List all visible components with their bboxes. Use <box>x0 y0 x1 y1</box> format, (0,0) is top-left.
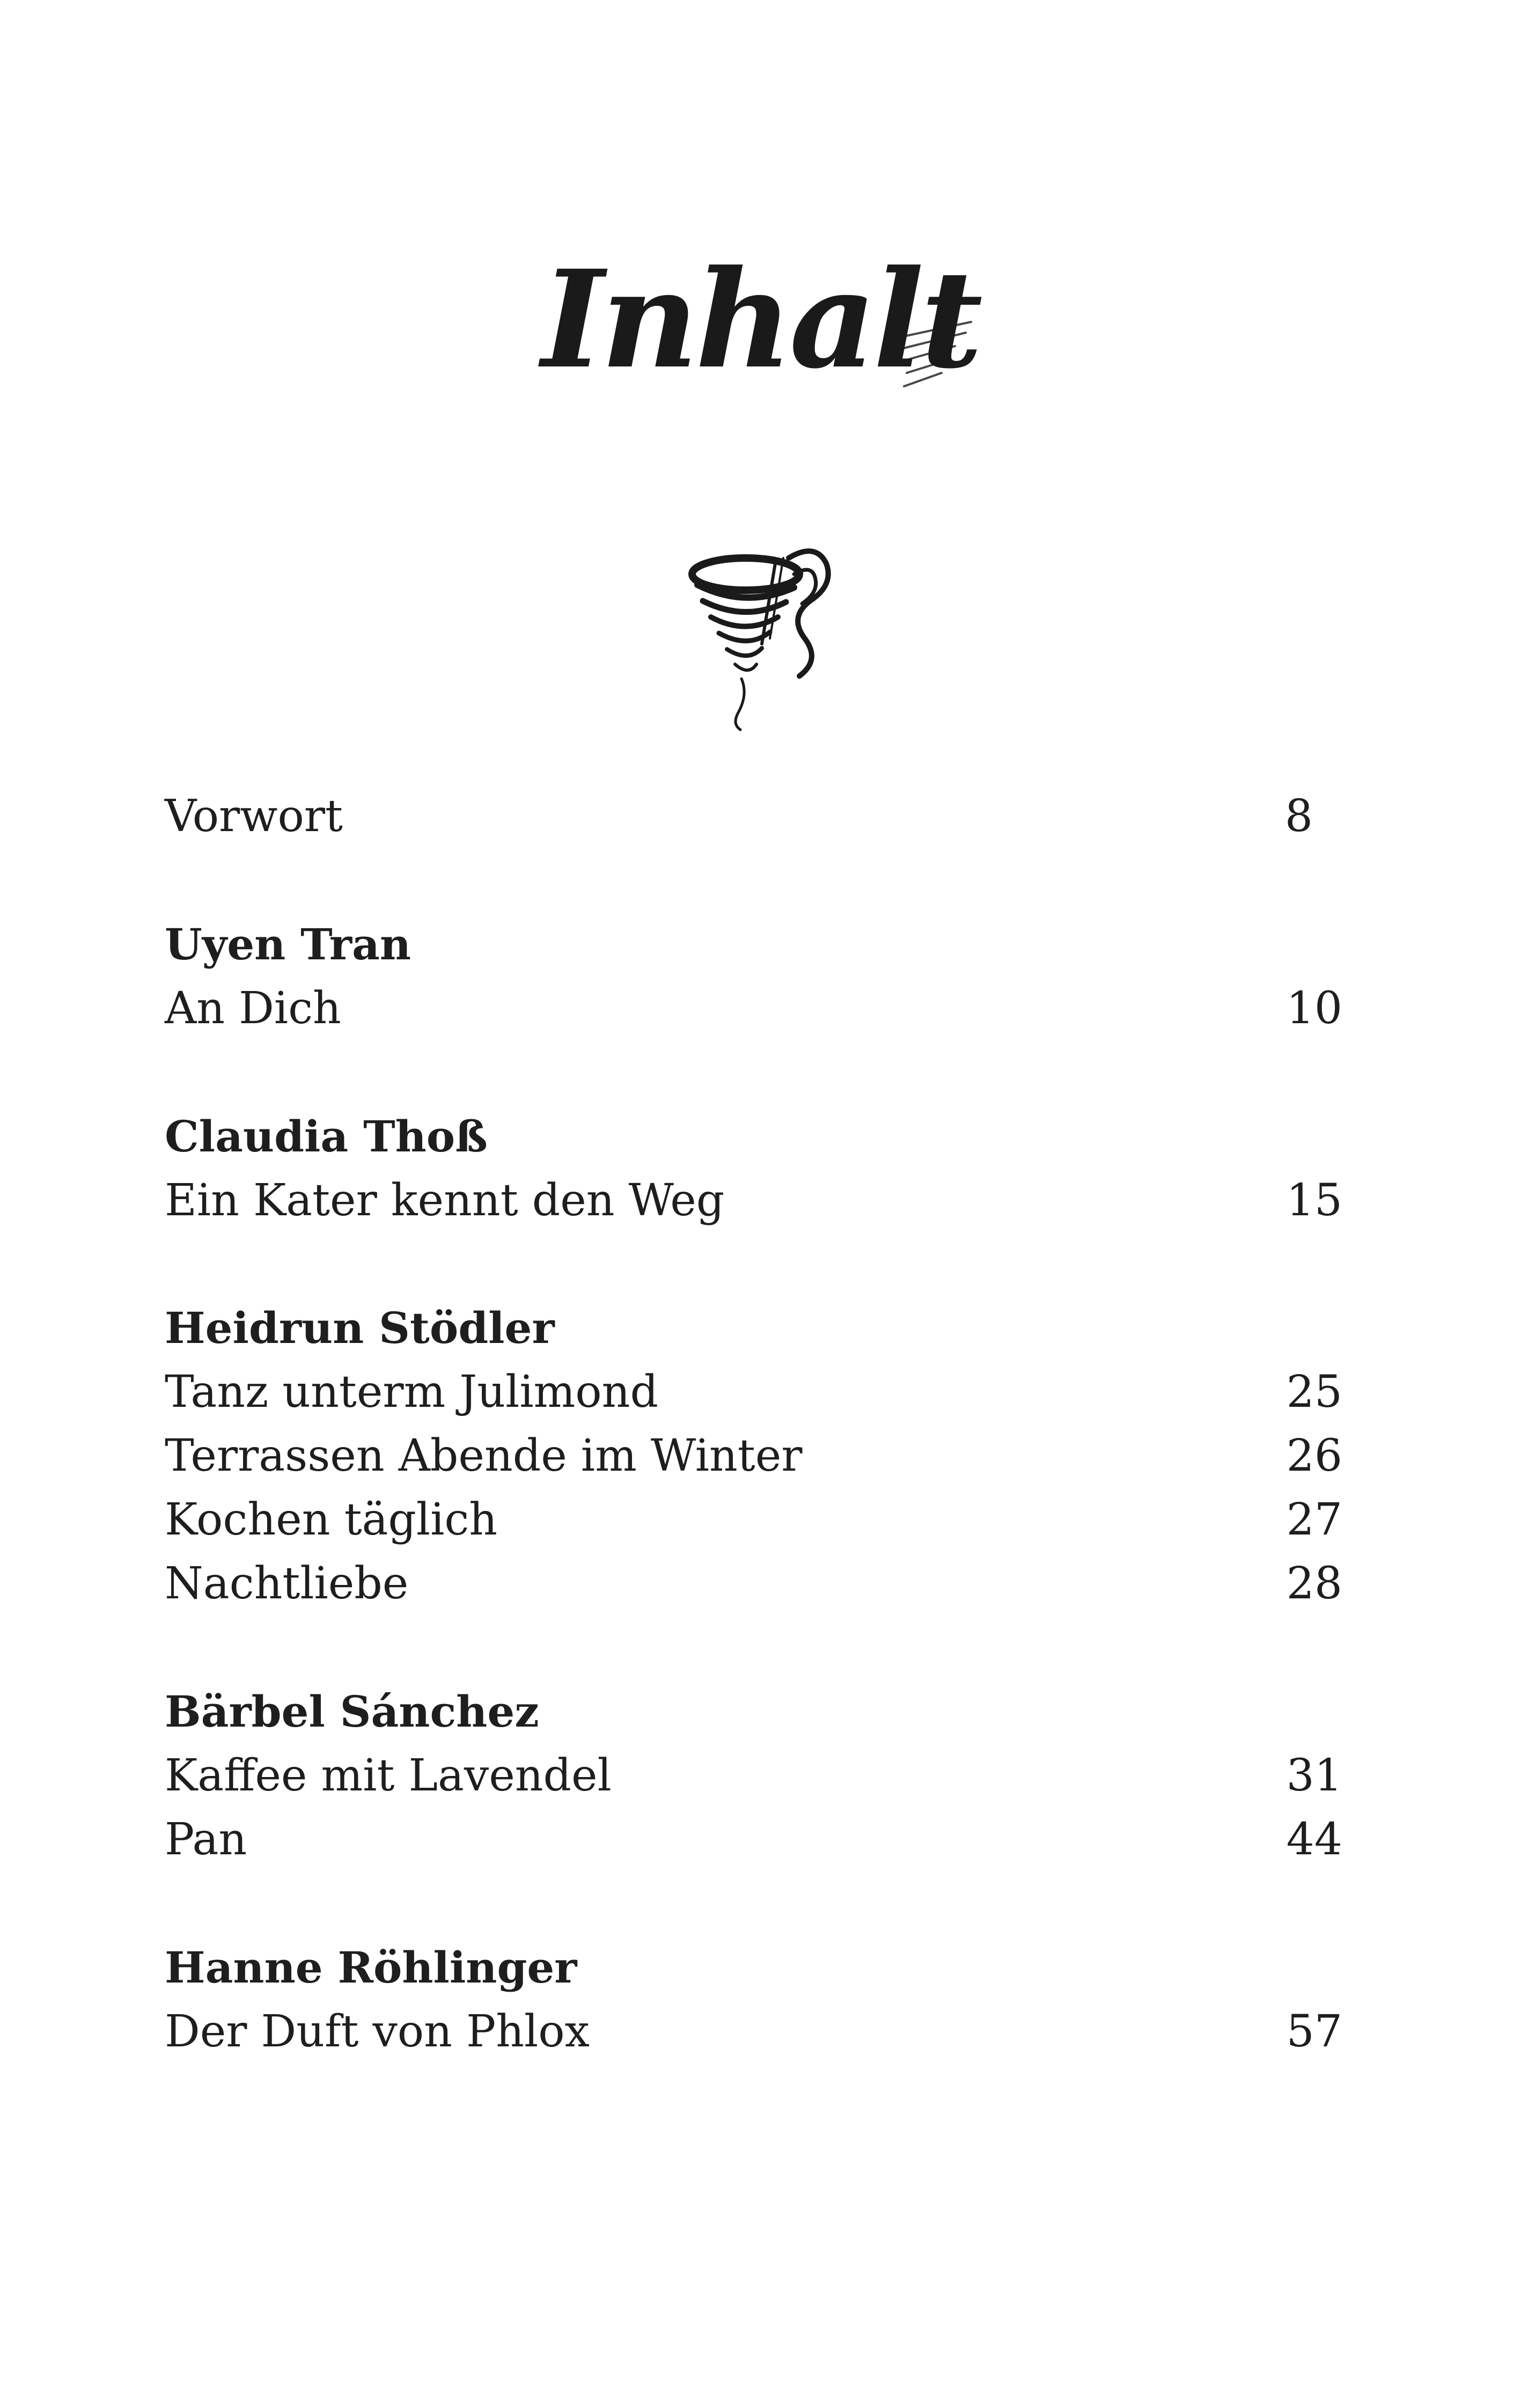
toc-entry-title: Kaffee mit Lavendel <box>165 1750 612 1801</box>
toc-author: Claudia Thoß <box>165 1111 488 1162</box>
toc-entry-title: Terrassen Abende im Winter <box>165 1430 803 1481</box>
toc-entry-page: 44 <box>1286 1814 1342 1865</box>
toc-entry-title: Ein Kater kennt den Weg <box>165 1175 725 1226</box>
toc-entry-page: 28 <box>1286 1558 1342 1609</box>
toc-author: Heidrun Stödler <box>165 1303 555 1353</box>
toc-entry-title: Der Duft von Phlox <box>165 2006 590 2057</box>
page-title: Inhalt <box>541 240 980 398</box>
toc-entry[interactable] <box>165 2002 1342 2061</box>
toc-entry-page: 15 <box>1286 1175 1342 1226</box>
toc-entry[interactable] <box>165 1746 1342 1805</box>
toc-entry-page: 27 <box>1286 1494 1342 1545</box>
toc-author: Bärbel Sánchez <box>165 1686 539 1737</box>
toc-entry-title: Nachtliebe <box>165 1558 409 1609</box>
toc-entry-page: 25 <box>1286 1367 1342 1418</box>
toc-entry-title: Tanz unterm Julimond <box>165 1367 658 1418</box>
toc-entry-page: 26 <box>1286 1430 1342 1481</box>
toc-entry-title: Vorwort <box>165 791 343 842</box>
toc-author: Hanne Röhlinger <box>165 1942 577 1993</box>
toc-entry[interactable] <box>165 1554 1342 1613</box>
toc-entry[interactable] <box>165 979 1342 1038</box>
toc-entry-page: 31 <box>1286 1750 1342 1801</box>
toc-entry-page: 10 <box>1286 983 1342 1034</box>
toc-entry[interactable] <box>165 1363 1342 1422</box>
toc-entry-title: An Dich <box>165 983 341 1034</box>
toc-entry[interactable] <box>165 1427 1342 1486</box>
toc-entry-foreword[interactable] <box>165 787 1342 846</box>
toc-entry-title: Pan <box>165 1814 247 1865</box>
toc-entry[interactable] <box>165 1171 1342 1230</box>
toc-entry[interactable] <box>165 1810 1342 1869</box>
toc-author: Uyen Tran <box>165 919 412 970</box>
toc-entry[interactable] <box>165 1491 1342 1550</box>
toc-entry-title: Kochen täglich <box>165 1494 498 1545</box>
toc-entry-page: 8 <box>1284 791 1313 842</box>
toc-entry-page: 57 <box>1286 2006 1342 2057</box>
